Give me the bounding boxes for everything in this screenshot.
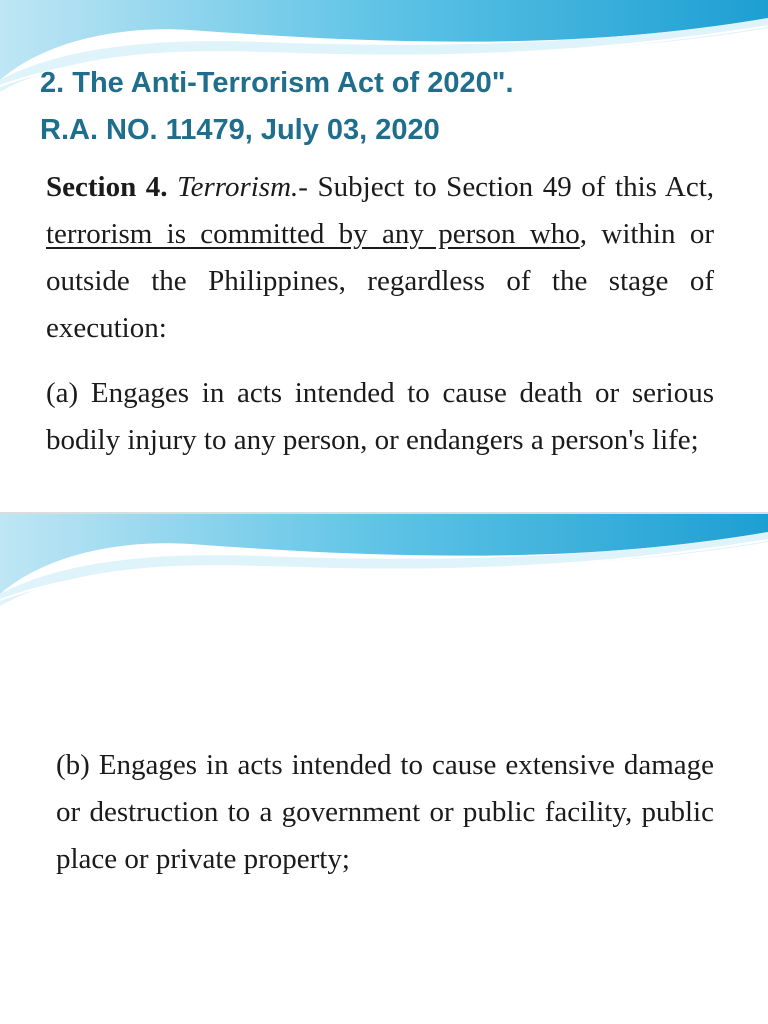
title-line-2: R.A. NO. 11479, July 03, 2020 bbox=[40, 114, 440, 146]
wave-banner-decoration bbox=[0, 514, 768, 634]
section-term: Terrorism. bbox=[177, 171, 299, 203]
intro-text-b: , within or outside the Philippines, regardless of the stage of execution: bbox=[46, 218, 714, 344]
section-4-intro bbox=[46, 164, 714, 352]
intro-text-a: - Subject to Section 49 of this Act, bbox=[298, 171, 715, 203]
slide-title bbox=[40, 60, 514, 154]
slide-2 bbox=[0, 512, 768, 1024]
section-label: Section 4. bbox=[46, 171, 168, 203]
item-a-paragraph: (a) Engages in acts intended to cause death or serious bodily injury to any person, or endangers a person's life; bbox=[46, 377, 714, 456]
intro-underlined-text: terrorism is committed by any person who bbox=[46, 218, 580, 250]
item-b-paragraph: (b) Engages in acts intended to cause extensive damage or destruction to a government or public facility, public place or private property; bbox=[56, 749, 714, 875]
title-line-1: 2. The Anti-Terrorism Act of 2020". bbox=[40, 67, 514, 99]
